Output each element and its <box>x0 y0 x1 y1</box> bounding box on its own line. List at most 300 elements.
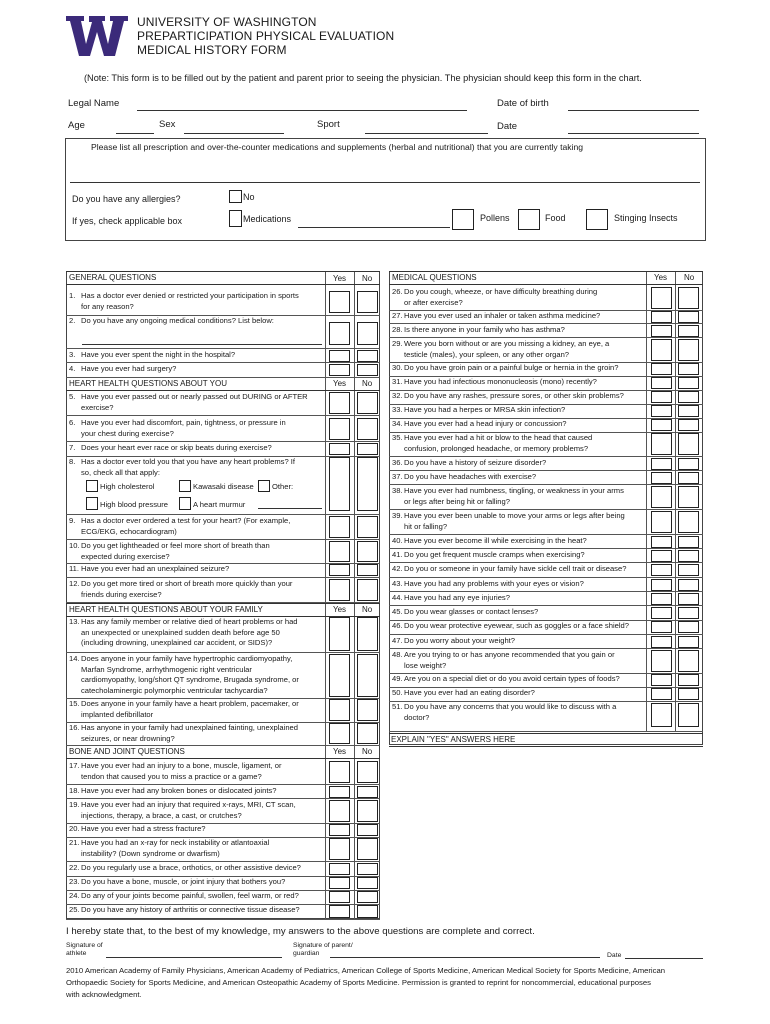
q18-no-checkbox[interactable] <box>357 786 378 798</box>
sig-date-field[interactable] <box>625 958 703 959</box>
q23-no-checkbox[interactable] <box>357 877 378 889</box>
q42-yes-checkbox[interactable] <box>651 564 672 576</box>
question-q41 <box>392 550 648 561</box>
q2-yes-checkbox[interactable] <box>329 322 350 345</box>
q5-yes-checkbox[interactable] <box>329 392 350 414</box>
q5-no-checkbox[interactable] <box>357 392 378 414</box>
question-q6 <box>69 418 326 439</box>
row-divider <box>66 745 380 746</box>
q39-no-checkbox[interactable] <box>678 511 699 533</box>
row-divider <box>389 634 703 635</box>
q21-no-checkbox[interactable] <box>357 838 378 860</box>
q29-yes-checkbox[interactable] <box>651 339 672 361</box>
q25-yes-checkbox[interactable] <box>329 905 350 918</box>
question-q38 <box>392 486 648 507</box>
q37-no-checkbox[interactable] <box>678 472 699 484</box>
row-divider <box>66 919 380 920</box>
question-text: Do you have headaches with exercise? <box>404 472 537 481</box>
q45-no-checkbox[interactable] <box>678 607 699 619</box>
food-checkbox[interactable] <box>518 209 540 230</box>
q41-no-checkbox[interactable] <box>678 550 699 562</box>
q47-yes-checkbox[interactable] <box>651 636 672 648</box>
date-label: Date <box>497 121 518 132</box>
question-text: your chest during exercise? <box>81 428 174 438</box>
q36-no-checkbox[interactable] <box>678 458 699 470</box>
question-q7 <box>69 443 326 454</box>
q13-yes-checkbox[interactable] <box>329 617 350 651</box>
q22-yes-checkbox[interactable] <box>329 863 350 875</box>
q7-yes-checkbox[interactable] <box>329 443 350 455</box>
question-number: 34. <box>392 419 403 428</box>
question-number: 7. <box>69 443 76 452</box>
sig-parent-line2: guardian <box>293 950 320 957</box>
question-q5 <box>69 392 326 413</box>
q28-yes-checkbox[interactable] <box>651 325 672 337</box>
q1-yes-checkbox[interactable] <box>329 291 350 313</box>
row-divider <box>66 784 380 785</box>
question-number: 33. <box>392 405 403 414</box>
question-number: 36. <box>392 458 403 467</box>
q9-yes-checkbox[interactable] <box>329 516 350 538</box>
family-no-header: No <box>362 605 373 614</box>
q27-no-checkbox[interactable] <box>678 311 699 323</box>
question-number: 49. <box>392 674 403 683</box>
copyright-line1: 2010 American Academy of Family Physicians, American Academy of Pediatrics, American College of Sports Medicine, American Medical Society for Sports Medicine, American <box>66 966 666 975</box>
q17-no-checkbox[interactable] <box>357 761 378 783</box>
question-number: 12. <box>69 579 80 588</box>
question-number: 17. <box>69 761 80 770</box>
question-q30 <box>392 363 648 374</box>
sport-field[interactable] <box>365 133 488 134</box>
age-label: Age <box>68 120 85 131</box>
q38-no-checkbox[interactable] <box>678 486 699 508</box>
stinging-insects-label: Stinging Insects <box>614 213 678 223</box>
q14-no-checkbox[interactable] <box>357 654 378 697</box>
question-number: 51. <box>392 702 403 711</box>
question-q2 <box>69 316 326 327</box>
question-q29 <box>392 339 648 360</box>
question-number: 27. <box>392 311 403 320</box>
q25-no-checkbox[interactable] <box>357 905 378 918</box>
question-q13 <box>69 617 326 649</box>
question-text: Do you or someone in your family have sickle cell trait or disease? <box>404 564 627 573</box>
sig-parent-line1: Signature of parent/ <box>293 942 353 949</box>
q26-no-checkbox[interactable] <box>678 287 699 309</box>
question-text: cardiomyopathy, long/short QT syndrome, Brugada syndrome, or <box>81 675 299 684</box>
q8-yes-checkbox[interactable] <box>329 457 350 511</box>
question-text: Do you have any rashes, pressure sores, or other skin problems? <box>404 391 624 400</box>
question-q44 <box>392 593 648 604</box>
statement-text: I hereby state that, to the best of my knowledge, my answers to the above questions are complete and correct. <box>66 926 535 937</box>
other-checkbox[interactable] <box>258 480 270 492</box>
question-text: Have you ever had numbness, tingling, or weakness in your arms <box>404 486 624 495</box>
question-q45 <box>392 607 648 618</box>
row-divider <box>389 323 703 324</box>
conditions-field[interactable] <box>82 344 322 345</box>
sig-parent-field[interactable] <box>330 957 600 958</box>
q10-yes-checkbox[interactable] <box>329 541 350 562</box>
q4-yes-checkbox[interactable] <box>329 364 350 376</box>
question-text: doctor? <box>404 712 430 722</box>
question-text: Do you have groin pain or a painful bulge or hernia in the groin? <box>404 363 619 372</box>
question-text: Does anyone in your family have hypertrophic cardiomyopathy, <box>81 654 293 663</box>
question-text: Have you ever spent the night in the hospital? <box>81 350 236 359</box>
question-number: 20. <box>69 824 80 833</box>
heart-yes-header: Yes <box>333 379 347 388</box>
q20-no-checkbox[interactable] <box>357 824 378 836</box>
question-q17 <box>69 761 326 782</box>
medications-field[interactable] <box>70 182 700 183</box>
question-number: 30. <box>392 363 403 372</box>
q11-yes-checkbox[interactable] <box>329 564 350 576</box>
q51-yes-checkbox[interactable] <box>651 703 672 727</box>
q43-yes-checkbox[interactable] <box>651 579 672 591</box>
question-text: Has a doctor ever ordered a test for your heart? (For example, <box>81 516 291 525</box>
general-no-header: No <box>362 274 373 283</box>
q34-no-checkbox[interactable] <box>678 419 699 431</box>
question-number: 22. <box>69 863 80 872</box>
row-divider <box>66 861 380 862</box>
q9-no-checkbox[interactable] <box>357 516 378 538</box>
allergies-no-checkbox[interactable] <box>229 190 242 203</box>
q41-yes-checkbox[interactable] <box>651 550 672 562</box>
dob-field[interactable] <box>568 110 699 111</box>
q16-no-checkbox[interactable] <box>357 723 378 744</box>
heart-health-title: HEART HEALTH QUESTIONS ABOUT YOU <box>69 379 227 388</box>
q22-no-checkbox[interactable] <box>357 863 378 875</box>
q48-yes-checkbox[interactable] <box>651 650 672 672</box>
q35-yes-checkbox[interactable] <box>651 433 672 455</box>
question-text: hit or falling? <box>404 521 448 531</box>
q49-yes-checkbox[interactable] <box>651 674 672 686</box>
question-text: Do you have any history of arthritis or connective tissue disease? <box>81 905 300 914</box>
copyright-line2: Orthopaedic Society for Sports Medicine, and American Osteopathic Academy of Sports Medicine. Permission is granted to reprint for noncommercial, educational purposes <box>66 978 651 987</box>
q27-yes-checkbox[interactable] <box>651 311 672 323</box>
q34-yes-checkbox[interactable] <box>651 419 672 431</box>
q40-yes-checkbox[interactable] <box>651 536 672 548</box>
question-text: Has a doctor ever told you that you have any heart problems? If <box>81 457 296 466</box>
question-text: testicle (males), your spleen, or any other organ? <box>404 349 570 359</box>
question-text: Have you ever had an eating disorder? <box>404 688 535 697</box>
header-university: UNIVERSITY OF WASHINGTON <box>137 15 317 29</box>
row-divider <box>66 441 380 442</box>
q20-yes-checkbox[interactable] <box>329 824 350 836</box>
q47-no-checkbox[interactable] <box>678 636 699 648</box>
row-divider <box>389 337 703 338</box>
question-text: Do you get lightheaded or feel more short of breath than <box>81 541 270 550</box>
question-text: Have you ever had any broken bones or dislocated joints? <box>81 786 277 795</box>
q7-no-checkbox[interactable] <box>357 443 378 455</box>
sig-parent-label <box>293 942 353 958</box>
q37-yes-checkbox[interactable] <box>651 472 672 484</box>
q39-yes-checkbox[interactable] <box>651 511 672 533</box>
question-text: Are you trying to or has anyone recommended that you gain or <box>404 650 615 659</box>
q28-no-checkbox[interactable] <box>678 325 699 337</box>
q6-yes-checkbox[interactable] <box>329 418 350 440</box>
question-text: seizures, or near drowning? <box>81 733 175 743</box>
q6-no-checkbox[interactable] <box>357 418 378 440</box>
q17-yes-checkbox[interactable] <box>329 761 350 783</box>
row-divider <box>389 484 703 485</box>
q31-yes-checkbox[interactable] <box>651 377 672 389</box>
question-number: 43. <box>392 579 403 588</box>
q21-yes-checkbox[interactable] <box>329 838 350 860</box>
question-text: injections, therapy, a brace, a cast, or crutches? <box>81 810 242 820</box>
q42-no-checkbox[interactable] <box>678 564 699 576</box>
q50-no-checkbox[interactable] <box>678 688 699 700</box>
question-text: Do any of your joints become painful, swollen, feel warm, or red? <box>81 891 299 900</box>
question-text: implanted defibrillator <box>81 709 154 719</box>
question-q3 <box>69 350 326 361</box>
q15-yes-checkbox[interactable] <box>329 699 350 721</box>
question-text: catecholaminergic polymorphic ventricular tachycardia? <box>81 685 268 695</box>
q44-no-checkbox[interactable] <box>678 593 699 605</box>
heart-murmur-checkbox[interactable] <box>179 497 191 510</box>
header-title: PREPARTICIPATION PHYSICAL EVALUATION <box>137 29 395 43</box>
question-text: Do you have a history of seizure disorder? <box>404 458 547 467</box>
question-number: 18. <box>69 786 80 795</box>
q10-no-checkbox[interactable] <box>357 541 378 562</box>
row-divider <box>66 377 380 378</box>
question-text: Have you ever had an injury to a bone, muscle, ligament, or <box>81 761 282 770</box>
row-divider <box>389 548 703 549</box>
general-yes-header: Yes <box>333 274 347 283</box>
question-q43 <box>392 579 648 590</box>
high-cholesterol-checkbox[interactable] <box>86 480 98 492</box>
medications-detail-field[interactable] <box>298 227 450 228</box>
row-divider <box>389 731 703 732</box>
q48-no-checkbox[interactable] <box>678 650 699 672</box>
question-q16 <box>69 723 326 744</box>
question-text: Have you ever become ill while exercising in the heat? <box>404 536 587 545</box>
question-number: 38. <box>392 486 403 495</box>
left-no-divider <box>354 271 355 919</box>
q23-yes-checkbox[interactable] <box>329 877 350 889</box>
question-number: 50. <box>392 688 403 697</box>
q24-yes-checkbox[interactable] <box>329 891 350 903</box>
question-text: Have you ever had a head injury or concussion? <box>404 419 567 428</box>
q36-yes-checkbox[interactable] <box>651 458 672 470</box>
question-q37 <box>392 472 648 483</box>
kawasaki-checkbox[interactable] <box>179 480 191 492</box>
general-questions-title: GENERAL QUESTIONS <box>69 273 157 282</box>
question-number: 45. <box>392 607 403 616</box>
q46-no-checkbox[interactable] <box>678 621 699 633</box>
row-divider <box>66 362 380 363</box>
q24-no-checkbox[interactable] <box>357 891 378 903</box>
date-field[interactable] <box>568 133 699 134</box>
q45-yes-checkbox[interactable] <box>651 607 672 619</box>
high-blood-pressure-checkbox[interactable] <box>86 497 98 510</box>
question-text: Does anyone in your family have a heart problem, pacemaker, or <box>81 699 299 708</box>
q16-yes-checkbox[interactable] <box>329 723 350 744</box>
family-yes-header: Yes <box>333 605 347 614</box>
pollens-label: Pollens <box>480 213 510 223</box>
q32-no-checkbox[interactable] <box>678 391 699 403</box>
q12-yes-checkbox[interactable] <box>329 579 350 601</box>
q51-no-checkbox[interactable] <box>678 703 699 727</box>
sig-athlete-field[interactable] <box>106 957 282 958</box>
q3-yes-checkbox[interactable] <box>329 350 350 362</box>
question-text: Have you had any eye injuries? <box>404 593 510 602</box>
row-divider <box>389 648 703 649</box>
row-divider <box>66 577 380 578</box>
legal-name-field[interactable] <box>137 110 467 111</box>
question-number: 23. <box>69 877 80 886</box>
row-divider <box>389 577 703 578</box>
question-q24 <box>69 891 326 902</box>
question-text: expected during exercise? <box>81 551 170 561</box>
row-divider <box>389 470 703 471</box>
question-number: 21. <box>69 838 80 847</box>
sex-field[interactable] <box>184 133 284 134</box>
q11-no-checkbox[interactable] <box>357 564 378 576</box>
header-subtitle: MEDICAL HISTORY FORM <box>137 43 287 57</box>
q31-no-checkbox[interactable] <box>678 377 699 389</box>
age-field[interactable] <box>116 133 154 134</box>
question-text: Have you ever had a hit or blow to the head that caused <box>404 433 593 442</box>
q50-yes-checkbox[interactable] <box>651 688 672 700</box>
question-text: Has a doctor ever denied or restricted your participation in sports <box>81 291 299 300</box>
question-number: 19. <box>69 800 80 809</box>
question-q25 <box>69 905 326 916</box>
q8-no-checkbox[interactable] <box>357 457 378 511</box>
bone-joint-title: BONE AND JOINT QUESTIONS <box>69 747 185 756</box>
legal-name-label: Legal Name <box>68 98 120 109</box>
question-number: 46. <box>392 621 403 630</box>
q15-no-checkbox[interactable] <box>357 699 378 721</box>
q30-no-checkbox[interactable] <box>678 363 699 375</box>
other-field[interactable] <box>258 508 322 509</box>
q19-yes-checkbox[interactable] <box>329 800 350 822</box>
question-text: Have you ever had an injury that required x-rays, MRI, CT scan, <box>81 800 296 809</box>
q18-yes-checkbox[interactable] <box>329 786 350 798</box>
q40-no-checkbox[interactable] <box>678 536 699 548</box>
question-q33 <box>392 405 648 416</box>
question-number: 26. <box>392 287 403 296</box>
high-cholesterol-label: High cholesterol <box>100 482 155 491</box>
q30-yes-checkbox[interactable] <box>651 363 672 375</box>
q26-yes-checkbox[interactable] <box>651 287 672 309</box>
question-q32 <box>392 391 648 402</box>
question-q22 <box>69 863 326 874</box>
dob-label: Date of birth <box>497 98 549 109</box>
q33-no-checkbox[interactable] <box>678 405 699 417</box>
question-q14 <box>69 654 326 696</box>
question-text: Has any family member or relative died of heart problems or had <box>81 617 298 626</box>
explain-title: EXPLAIN "YES" ANSWERS HERE <box>391 735 516 744</box>
row-divider <box>66 348 380 349</box>
sex-label: Sex <box>159 119 176 130</box>
medications-checkbox[interactable] <box>229 210 242 227</box>
q35-no-checkbox[interactable] <box>678 433 699 455</box>
question-q26 <box>392 287 648 308</box>
question-q28 <box>392 325 648 336</box>
sport-label: Sport <box>317 119 340 130</box>
question-q46 <box>392 621 648 632</box>
uw-logo <box>66 14 128 58</box>
question-q21 <box>69 838 326 859</box>
question-text: Have you ever used an inhaler or taken asthma medicine? <box>404 311 601 320</box>
q14-yes-checkbox[interactable] <box>329 654 350 697</box>
q4-no-checkbox[interactable] <box>357 364 378 376</box>
question-number: 47. <box>392 636 403 645</box>
q2-no-checkbox[interactable] <box>357 322 378 345</box>
medical-questions-title: MEDICAL QUESTIONS <box>392 273 477 282</box>
question-text: Have you ever had discomfort, pain, tightness, or pressure in <box>81 418 286 427</box>
question-q19 <box>69 800 326 821</box>
family-heart-title: HEART HEALTH QUESTIONS ABOUT YOUR FAMILY <box>69 605 263 614</box>
q33-yes-checkbox[interactable] <box>651 405 672 417</box>
question-text: Do you wear glasses or contact lenses? <box>404 607 539 616</box>
q44-yes-checkbox[interactable] <box>651 593 672 605</box>
question-number: 28. <box>392 325 403 334</box>
question-text: Have you ever been unable to move your arms or legs after being <box>404 511 625 520</box>
explain-header <box>389 733 703 747</box>
q32-yes-checkbox[interactable] <box>651 391 672 403</box>
copyright-line3: with acknowledgment. <box>66 990 142 999</box>
row-divider <box>389 562 703 563</box>
row-divider <box>66 652 380 653</box>
stinging-insects-checkbox[interactable] <box>586 209 608 230</box>
question-text: Have you ever had a stress fracture? <box>81 824 206 833</box>
q46-yes-checkbox[interactable] <box>651 621 672 633</box>
question-number: 15. <box>69 699 80 708</box>
question-text: Do you have any concerns that you would like to discuss with a <box>404 702 617 711</box>
question-q27 <box>392 311 648 322</box>
question-text: Do you get frequent muscle cramps when exercising? <box>404 550 585 559</box>
question-q1 <box>69 291 326 312</box>
question-number: 4. <box>69 364 76 373</box>
question-number: 8. <box>69 457 76 466</box>
question-text: or after exercise? <box>404 297 463 307</box>
q43-no-checkbox[interactable] <box>678 579 699 591</box>
q13-no-checkbox[interactable] <box>357 617 378 651</box>
question-text: or legs after being hit or falling? <box>404 496 510 506</box>
q12-no-checkbox[interactable] <box>357 579 378 601</box>
question-number: 48. <box>392 650 403 659</box>
q49-no-checkbox[interactable] <box>678 674 699 686</box>
question-q40 <box>392 536 648 547</box>
question-text: Do you worry about your weight? <box>404 636 516 645</box>
question-text: Have you ever had surgery? <box>81 364 177 373</box>
q38-yes-checkbox[interactable] <box>651 486 672 508</box>
question-number: 1. <box>69 291 76 300</box>
question-number: 37. <box>392 472 403 481</box>
question-number: 16. <box>69 723 80 732</box>
question-text: for any reason? <box>81 301 134 311</box>
heart-no-header: No <box>362 379 373 388</box>
q19-no-checkbox[interactable] <box>357 800 378 822</box>
q3-no-checkbox[interactable] <box>357 350 378 362</box>
question-q51 <box>392 702 648 723</box>
q29-no-checkbox[interactable] <box>678 339 699 361</box>
q1-no-checkbox[interactable] <box>357 291 378 313</box>
question-q4 <box>69 364 326 375</box>
question-number: 3. <box>69 350 76 359</box>
sig-date-label: Date <box>607 952 622 959</box>
question-q15 <box>69 699 326 720</box>
question-q9 <box>69 516 326 537</box>
row-divider <box>389 605 703 606</box>
question-q11 <box>69 564 326 575</box>
row-divider <box>66 415 380 416</box>
question-text: (including drowning, unexplained car accident, or SIDS)? <box>81 638 273 647</box>
question-number: 11. <box>69 564 79 573</box>
pollens-checkbox[interactable] <box>452 209 474 230</box>
question-text: Is there anyone in your family who has asthma? <box>404 325 565 334</box>
if-yes-label: If yes, check applicable box <box>72 216 183 226</box>
